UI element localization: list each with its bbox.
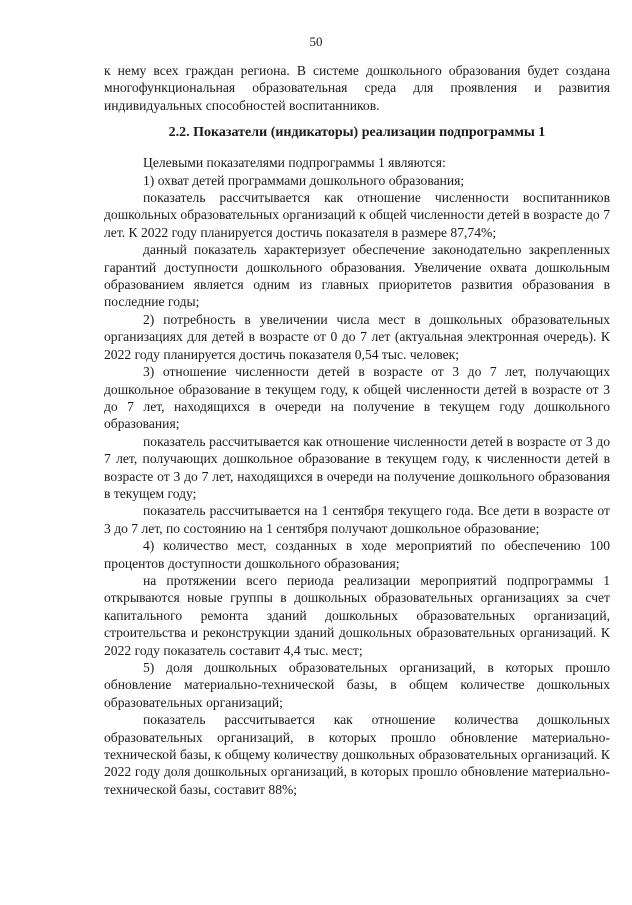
paragraph-indicator-3-calc: показатель рассчитывается как отношение численности детей в возрасте от 3 до 7 лет, получающих дошкольное образование в текущем году, к численности детей в возрасте от 3 до 7 лет, находящихся в очереди на получение дошкольного образования в текущем году; [104,433,610,501]
paragraph-indicator-5: 5) доля дошкольных образовательных организаций, в которых прошло обновление материально-технической базы, в общем количестве дошкольных образовательных организаций; [104,660,610,710]
paragraph-indicator-4-description: на протяжении всего периода реализации мероприятий подпрограммы 1 открываются новые группы в дошкольных образовательных организациях за счет капитального ремонта зданий дошкольных образовательных организаций, строительства и реконструкции зданий дошкольных образовательных организаций. К 2022 году показатель составит 4,4 тыс. мест; [104,572,610,658]
intro-paragraph: к нему всех граждан региона. В системе дошкольного образования будет создана многофункциональная образовательная среда для проявления и развития индивидуальных способностей воспитанников. [104,63,610,113]
section-heading: 2.2. Показатели (индикаторы) реализации подпрограммы 1 [168,125,546,141]
paragraph-indicator-1: 1) охват детей программами дошкольного образования; [143,172,465,188]
paragraph-indicator-3-date: показатель рассчитывается на 1 сентября текущего года. Все дети в возрасте от 3 до 7 лет, по состоянию на 1 сентября получают дошкольное образование; [104,503,610,536]
paragraph-indicator-3: 3) отношение численности детей в возрасте от 3 до 7 лет, получающих дошкольное образование в текущем году, к общей численности детей в возрасте от 3 до 7 лет, находящихся в очереди на получение в текущем году дошкольного образования; [104,364,610,432]
page-content [104,62,610,798]
paragraph-indicator-1-calc: показатель рассчитывается как отношение численности воспитанников дошкольных образовательных организаций к общей численности детей в возрасте до 7 лет. К 2022 году планируется достичь показателя в размере 87,74%; [104,190,610,240]
paragraph-indicator-2: 2) потребность в увеличении числа мест в дошкольных образовательных организациях для детей в возрасте от 0 до 7 лет (актуальная электронная очередь). К 2022 году планируется достичь показателя 0,54 тыс. человек; [104,311,610,362]
paragraph-targets-intro: Целевыми показателями подпрограммы 1 являются: [143,155,446,171]
paragraph-indicator-1-description: данный показатель характеризует обеспечение законодательно закрепленных гарантий доступности дошкольного образования. Увеличение охвата дошкольным образованием является одним из главных приоритетов развития образования в последние годы; [104,242,610,310]
paragraph-indicator-4: 4) количество мест, созданных в ходе мероприятий по обеспечению 100 процентов доступности дошкольного образования; [104,538,610,571]
paragraph-indicator-5-calc: показатель рассчитывается как отношение количества дошкольных образовательных организаций, в которых прошло обновление материально-технической базы, к общему количеству дошкольных образовательных организаций. К 2022 году доля дошкольных организаций, в которых прошло обновление материально-технической базы, составит 88%; [104,712,610,797]
page-number: 50 [309,34,323,49]
